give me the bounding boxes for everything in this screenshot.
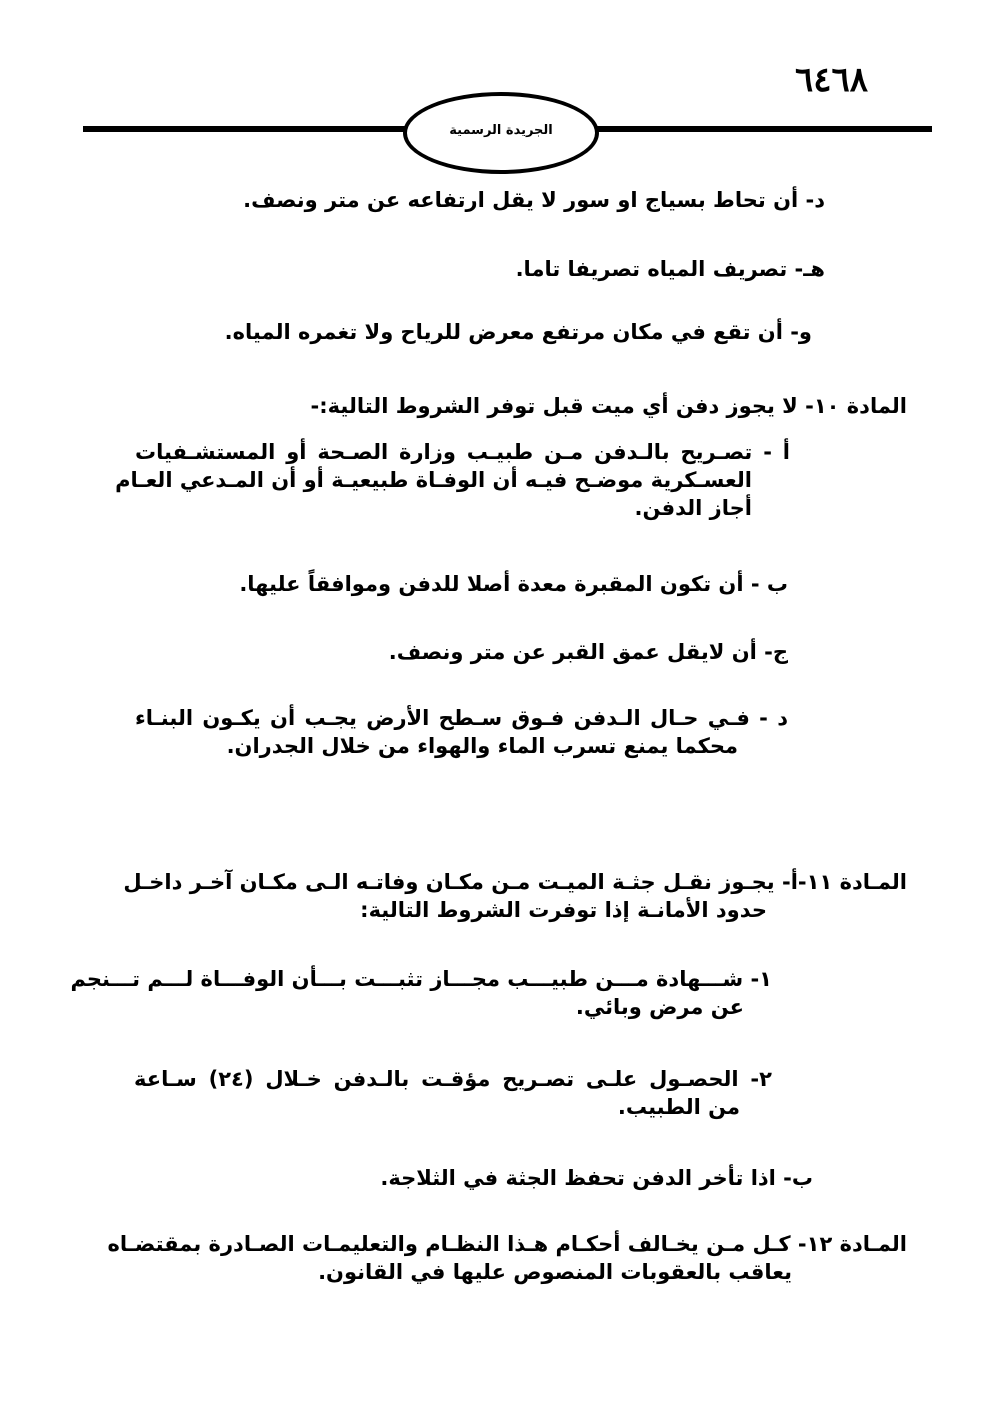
- publication-name: الجريدة الرسمية: [449, 122, 553, 138]
- page-number: ٦٤٦٨: [794, 60, 868, 100]
- publication-emblem: [403, 92, 599, 174]
- article-12-line-1: المـادة ١٢- كـل مـن يخـالف أحكـام هـذا النظـام والتعليمـات الصـادرة بمقتضـاه: [107, 1232, 907, 1256]
- article-10-item-a-line-1: أ - تصـريح بالـدفن مـن طبيـب وزارة الصـحة أو المستشـفيات: [135, 440, 790, 464]
- article-10-item-d-line-2: محكما يمنع تسرب الماء والهواء من خلال الجدران.: [226, 734, 738, 758]
- article-11-item-1-line-2: عن مرض وبائي.: [575, 995, 744, 1019]
- clause-h-drainage: هـ- تصريف المياه تصريفا تاما.: [515, 257, 825, 281]
- clause-w-location: و- أن تقع في مكان مرتفع معرض للرياح ولا تغمره المياه.: [224, 320, 812, 344]
- article-11-heading: [123, 868, 907, 924]
- article-10-item-a-line-2: العسـكرية موضـح فيـه أن الوفـاة طبيعيـة أو أن المـدعي العـام: [115, 468, 752, 492]
- article-10-item-d: [135, 704, 788, 760]
- article-12-line-2: يعاقب بالعقوبات المنصوص عليها في القانون.: [318, 1260, 792, 1284]
- clause-d-fence: د- أن تحاط بسياج او سور لا يقل ارتفاعه عن متر ونصف.: [243, 188, 825, 212]
- article-11-heading-line-1: المـادة ١١-أ- يجـوز نقـل جثـة الميـت مـن مكـان وفاتـه الـى مكـان آخـر داخـل: [123, 870, 907, 894]
- article-10-item-a-line-3: أجاز الدفن.: [634, 496, 752, 520]
- article-11-sub-b: ب- اذا تأخر الدفن تحفظ الجثة في الثلاجة.: [380, 1166, 813, 1190]
- article-10-heading: المادة ١٠- لا يجوز دفن أي ميت قبل توفر الشروط التالية:-: [310, 394, 907, 418]
- header-rule-left: [83, 126, 405, 132]
- article-11-item-1: [70, 965, 772, 1021]
- article-10-item-a: [115, 438, 790, 522]
- header-rule-right: [595, 126, 932, 132]
- article-11-item-2-line-1: ٢- الحصـول علـى تصـريح مؤقـت بالـدفن خـلال (٢٤) سـاعة: [134, 1067, 772, 1091]
- article-11-item-2: [134, 1065, 772, 1121]
- article-12: [107, 1230, 907, 1286]
- article-10-item-d-line-1: د - فـي حـال الـدفن فـوق سـطح الأرض يجـب أن يكـون البنـاء: [135, 706, 788, 730]
- article-11-item-1-line-1: ١- شـــهادة مـــن طبيـــب مجـــاز تثبـــت بـــأن الوفـــاة لـــم تـــنجم: [70, 967, 772, 991]
- article-10-item-c: ج- أن لايقل عمق القبر عن متر ونصف.: [388, 640, 788, 664]
- article-10-item-b: ب - أن تكون المقبرة معدة أصلا للدفن وموافقاً عليها.: [239, 572, 788, 596]
- article-11-heading-line-2: حدود الأمانـة إذا توفرت الشروط التالية:: [360, 898, 767, 922]
- article-11-item-2-line-2: من الطبيب.: [617, 1095, 740, 1119]
